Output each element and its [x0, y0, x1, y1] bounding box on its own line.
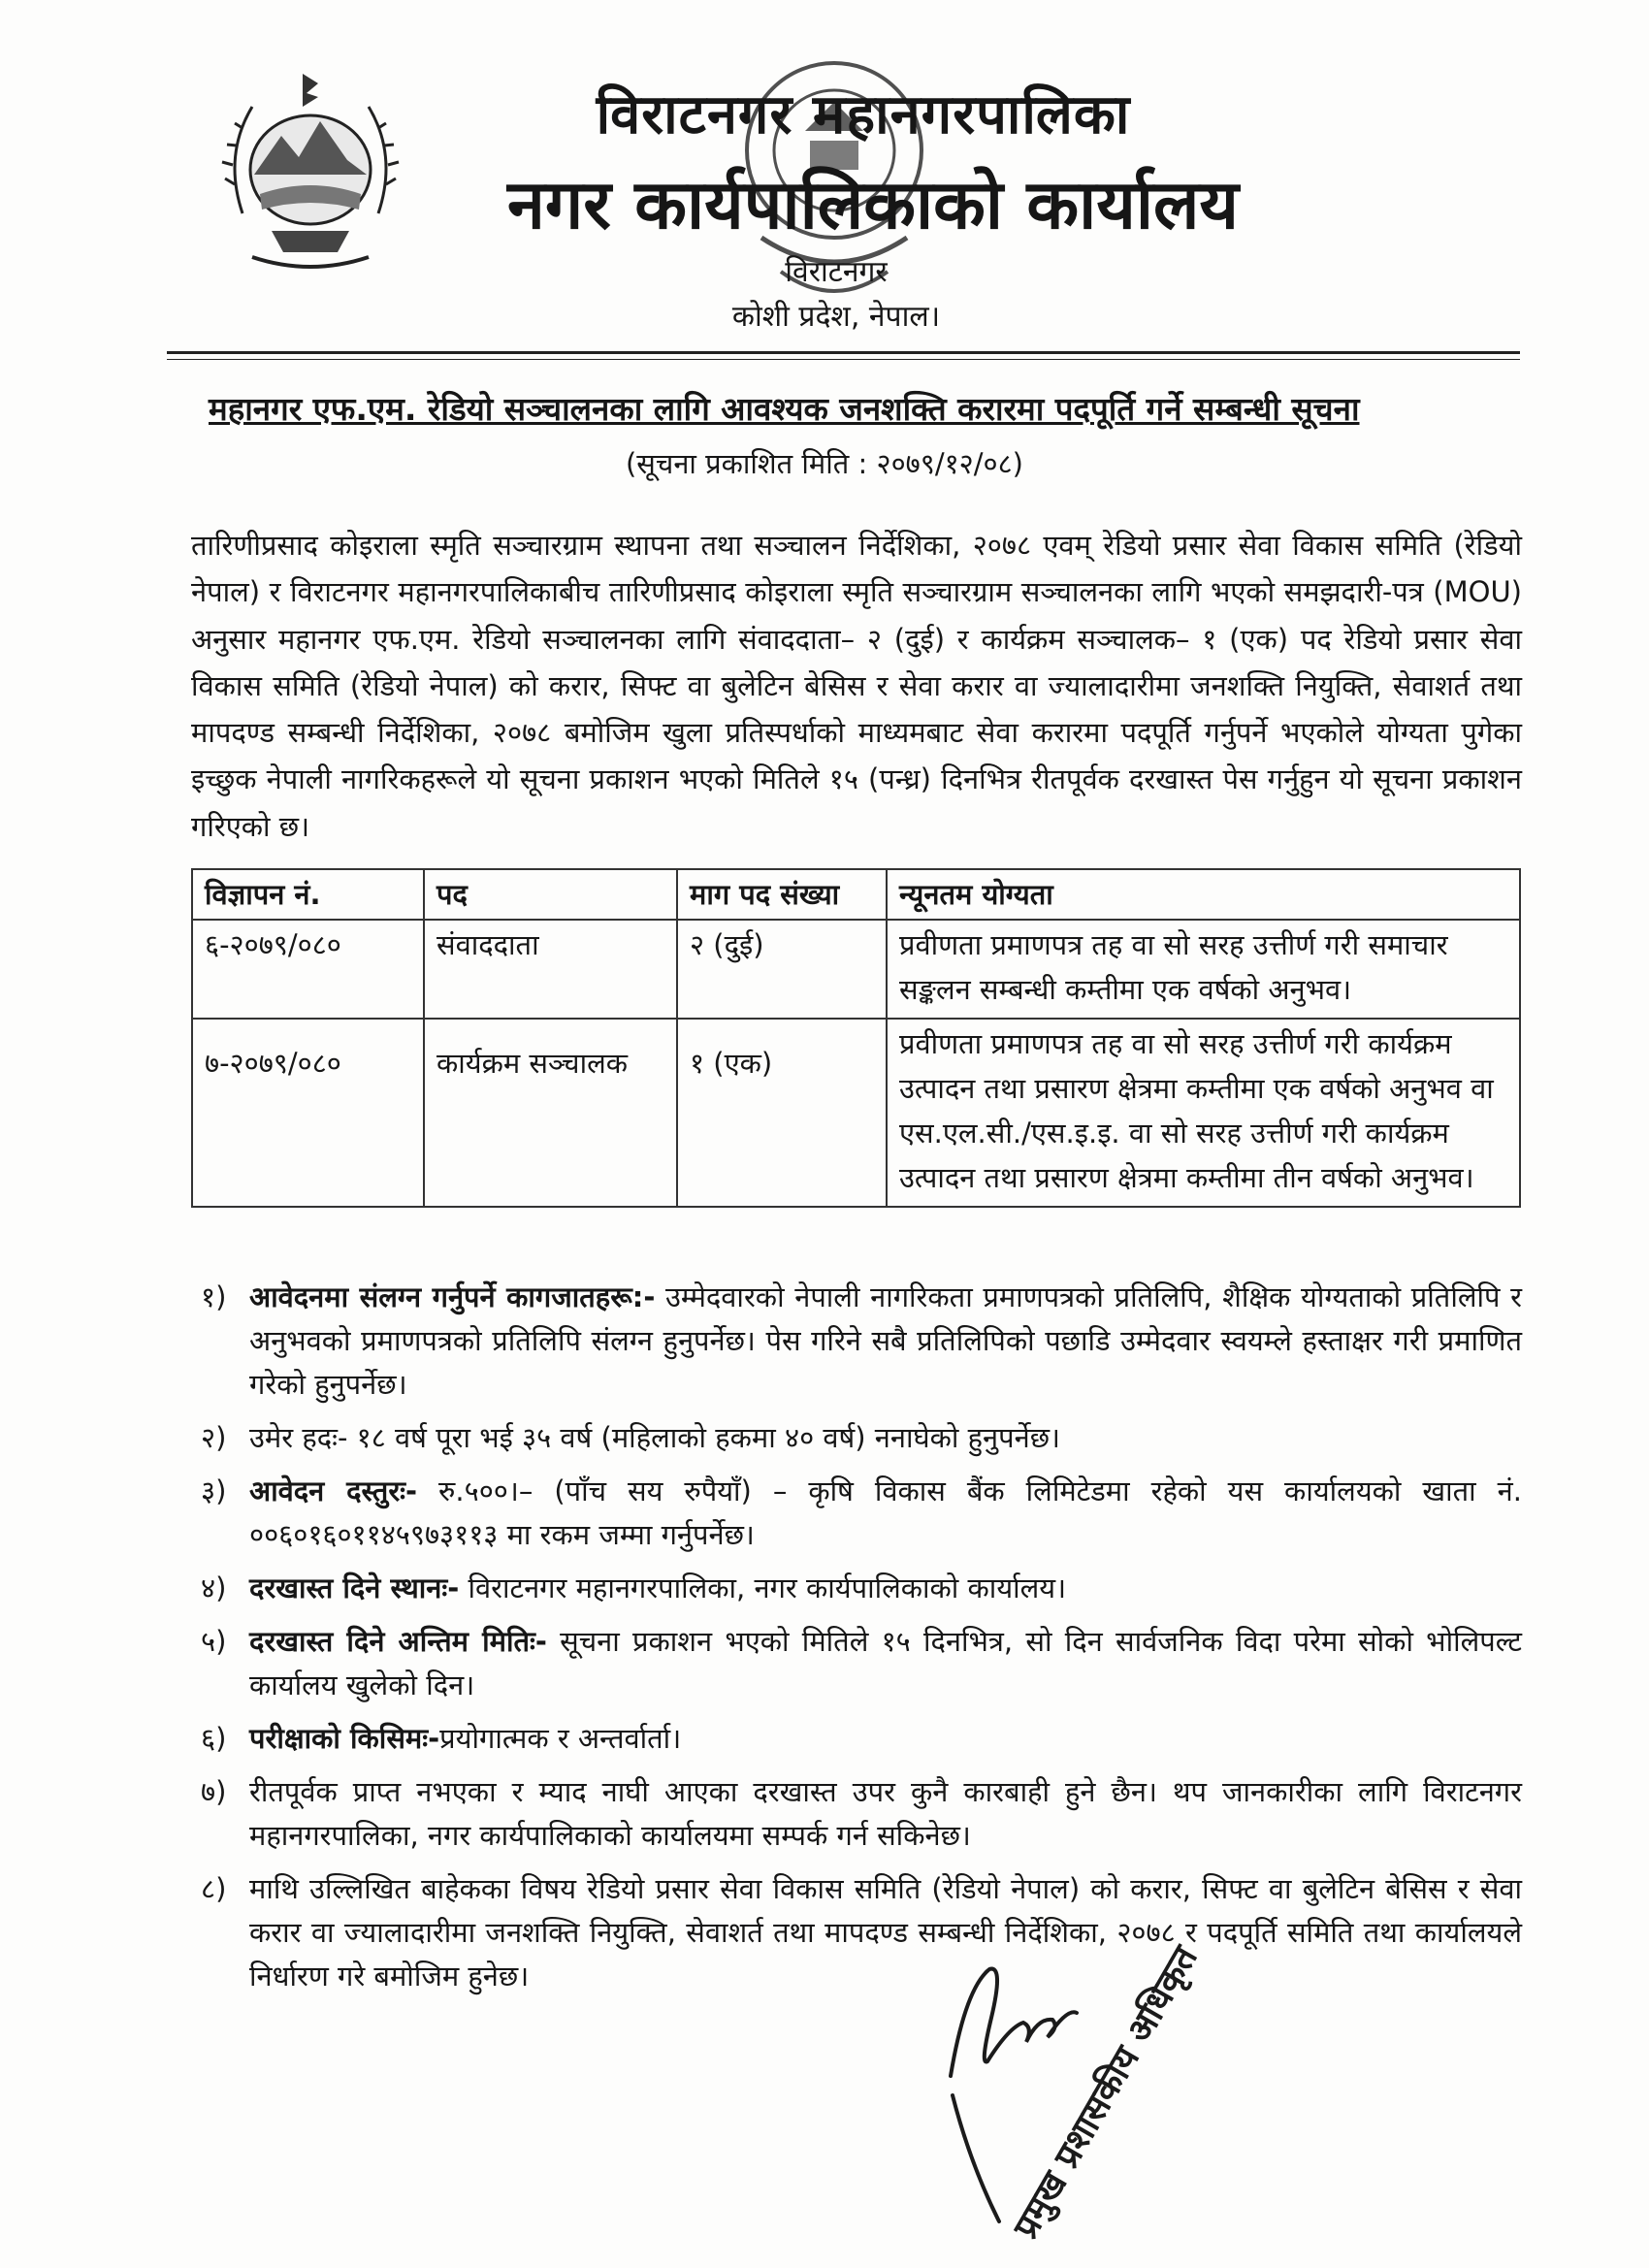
item-text: रु.५००।– (पाँच सय रुपैयाँ) – कृषि विकास बैंक लिमिटेडमा रहेको यस कार्यालयको खाता नं. ००६०१६०११४५९७३११३ मा रकम जम्मा गर्नुपर्नेछ। [249, 1474, 1522, 1551]
publish-date: (सूचना प्रकाशित मिति : २०७९/१२/०८) [625, 447, 1024, 480]
table-header-row [192, 869, 1520, 920]
list-item [201, 1770, 1522, 1858]
column-header: न्यूनतम योग्यता [887, 869, 1520, 920]
list-item [201, 1470, 1522, 1557]
item-text: रीतपूर्वक प्राप्त नभएका र म्याद नाघी आएका दरखास्त उपर कुनै कारबाही हुने छैन। थप जानकारीका लागि विराटनगर महानगरपालिका, नगर कार्यपालिकाको कार्यालयमा सम्पर्क गर्न सकिनेछ। [249, 1775, 1522, 1852]
count-cell: १ (एक) [677, 1019, 887, 1207]
post-cell: संवाददाता [424, 920, 677, 1019]
item-text: उम्मेदवारको नेपाली नागरिकता प्रमाणपत्रको प्रतिलिपि, शैक्षिक योग्यताको प्रतिलिपि र अनुभवको प्रमाणपत्रको प्रतिलिपि संलग्न हुनुपर्नेछ। पेस गरिने सबै प्रतिलिपिको पछाडि उम्मेदवार स्वयम्ले हस्ताक्षर गरी प्रमाणित गरेको हुनुपर्नेछ। [249, 1280, 1522, 1401]
qualification-cell: प्रवीणता प्रमाणपत्र तह वा सो सरह उत्तीर्ण गरी कार्यक्रम उत्पादन तथा प्रसारण क्षेत्रमा कम्तीमा एक वर्षको अनुभव वा एस.एल.सी./एस.इ.इ. वा सो सरह उत्तीर्ण गरी कार्यक्रम उत्पादन तथा प्रसारण क्षेत्रमा कम्तीमा तीन वर्षको अनुभव। [887, 1019, 1520, 1207]
post-cell: कार्यक्रम सञ्चालक [424, 1019, 677, 1207]
column-header: माग पद संख्या [677, 869, 887, 920]
table-row [192, 920, 1520, 1019]
item-number: ४) [201, 1571, 227, 1604]
item-label: दरखास्त दिने स्थानः- [249, 1571, 460, 1604]
office-city: विराटनगर [785, 255, 888, 289]
list-item [201, 1567, 1522, 1610]
conditions-list [201, 1276, 1522, 2008]
item-text: उमेर हदः- १८ वर्ष पूरा भई ३५ वर्ष (महिलाको हकमा ४० वर्ष) ननाघेको हुनुपर्नेछ। [249, 1421, 1061, 1454]
table-row [192, 1019, 1520, 1207]
list-item [201, 1867, 1522, 1998]
item-number: ७) [201, 1775, 227, 1808]
office-name: नगर कार्यपालिकाको कार्यालय [506, 165, 1240, 244]
qualification-cell: प्रवीणता प्रमाणपत्र तह वा सो सरह उत्तीर्ण गरी समाचार सङ्कलन सम्बन्धी कम्तीमा एक वर्षको अनुभव। [887, 920, 1520, 1019]
column-header: पद [424, 869, 677, 920]
item-number: २) [201, 1421, 227, 1454]
ad-number-cell: ६-२०७९/०८० [192, 920, 424, 1019]
officer-designation: प्रमुख प्रशासकीय अधिकृत [1006, 1939, 1206, 2246]
list-item [201, 1416, 1522, 1460]
item-number: ८) [201, 1872, 227, 1905]
item-text: प्रयोगात्मक र अन्तर्वार्ता। [439, 1722, 682, 1755]
column-header: विज्ञापन नं. [192, 869, 424, 920]
municipality-name: विराटनगर महानगरपालिका [596, 83, 1131, 146]
office-province: कोशी प्रदेश, नेपाल। [731, 300, 941, 334]
item-label: आवेदन दस्तुरः- [249, 1474, 418, 1507]
count-cell: २ (दुई) [677, 920, 887, 1019]
header-divider [167, 351, 1520, 354]
item-number: ६) [201, 1722, 227, 1755]
list-item [201, 1620, 1522, 1707]
item-label: परीक्षाको किसिमः- [249, 1722, 440, 1755]
notice-title: महानगर एफ.एम. रेडियो सञ्चालनका लागि आवश्यक जनशक्ति करारमा पदपूर्ति गर्ने सम्बन्धी सूचना [209, 390, 1360, 428]
item-number: १) [201, 1280, 227, 1313]
list-item [201, 1276, 1522, 1407]
item-label: दरखास्त दिने अन्तिम मितिः- [249, 1625, 547, 1658]
item-text: सूचना प्रकाशन भएको मितिले १५ दिनभित्र, सो दिन सार्वजनिक विदा परेमा सोको भोलिपल्ट कार्यालय खुलेको दिन। [249, 1625, 1522, 1701]
item-number: ३) [201, 1474, 227, 1507]
intro-paragraph: तारिणीप्रसाद कोइराला स्मृति सञ्चारग्राम स्थापना तथा सञ्चालन निर्देशिका, २०७८ एवम् रेडियो प्रसार सेवा विकास समिति (रेडियो नेपाल) र विराटनगर महानगरपालिकाबीच तारिणीप्रसाद कोइराला स्मृति सञ्चारग्राम सञ्चालनका लागि भएको समझदारी-पत्र (MOU) अनुसार महानगर एफ.एम. रेडियो सञ्चालनका लागि संवाददाता– २ (दुई) र कार्यक्रम सञ्चालक– १ (एक) पद रेडियो प्रसार सेवा विकास समिति (रेडियो नेपाल) को करार, सिफ्ट वा बुलेटिन बेसिस र सेवा करार वा ज्यालादारीमा जनशक्ति नियुक्ति, सेवाशर्त तथा मापदण्ड सम्बन्धी निर्देशिका, २०७८ बमोजिम खुला प्रतिस्पर्धाको माध्यमबाट सेवा करारमा पदपूर्ति गर्नुपर्ने भएकोले योग्यता पुगेका इच्छुक नेपाली नागरिकहरूले यो सूचना प्रकाशन भएको मितिले १५ (पन्ध्र) दिनभित्र रीतपूर्वक दरखास्त पेस गर्नुहुन यो सूचना प्रकाशन गरिएको छ। [191, 529, 1522, 843]
item-number: ५) [201, 1625, 227, 1658]
item-text: विराटनगर महानगरपालिका, नगर कार्यपालिकाको कार्यालय। [459, 1571, 1067, 1604]
ad-number-cell: ७-२०७९/०८० [192, 1019, 424, 1207]
item-label: आवेदनमा संलग्न गर्नुपर्ने कागजातहरू:- [249, 1280, 656, 1313]
item-text: माथि उल्लिखित बाहेकका विषय रेडियो प्रसार सेवा विकास समिति (रेडियो नेपाल) को करार, सिफ्ट वा बुलेटिन बेसिस र सेवा करार वा ज्यालादारीमा जनशक्ति नियुक्ति, सेवाशर्त तथा मापदण्ड सम्बन्धी निर्देशिका, २०७८ र पदपूर्ति समिति तथा कार्यालयले निर्धारण गरे बमोजिम हुनेछ। [249, 1872, 1522, 1993]
vacancy-table [191, 868, 1521, 1208]
list-item [201, 1717, 1522, 1761]
officer-signature [931, 1930, 1251, 2260]
header-divider-thin [167, 359, 1520, 360]
